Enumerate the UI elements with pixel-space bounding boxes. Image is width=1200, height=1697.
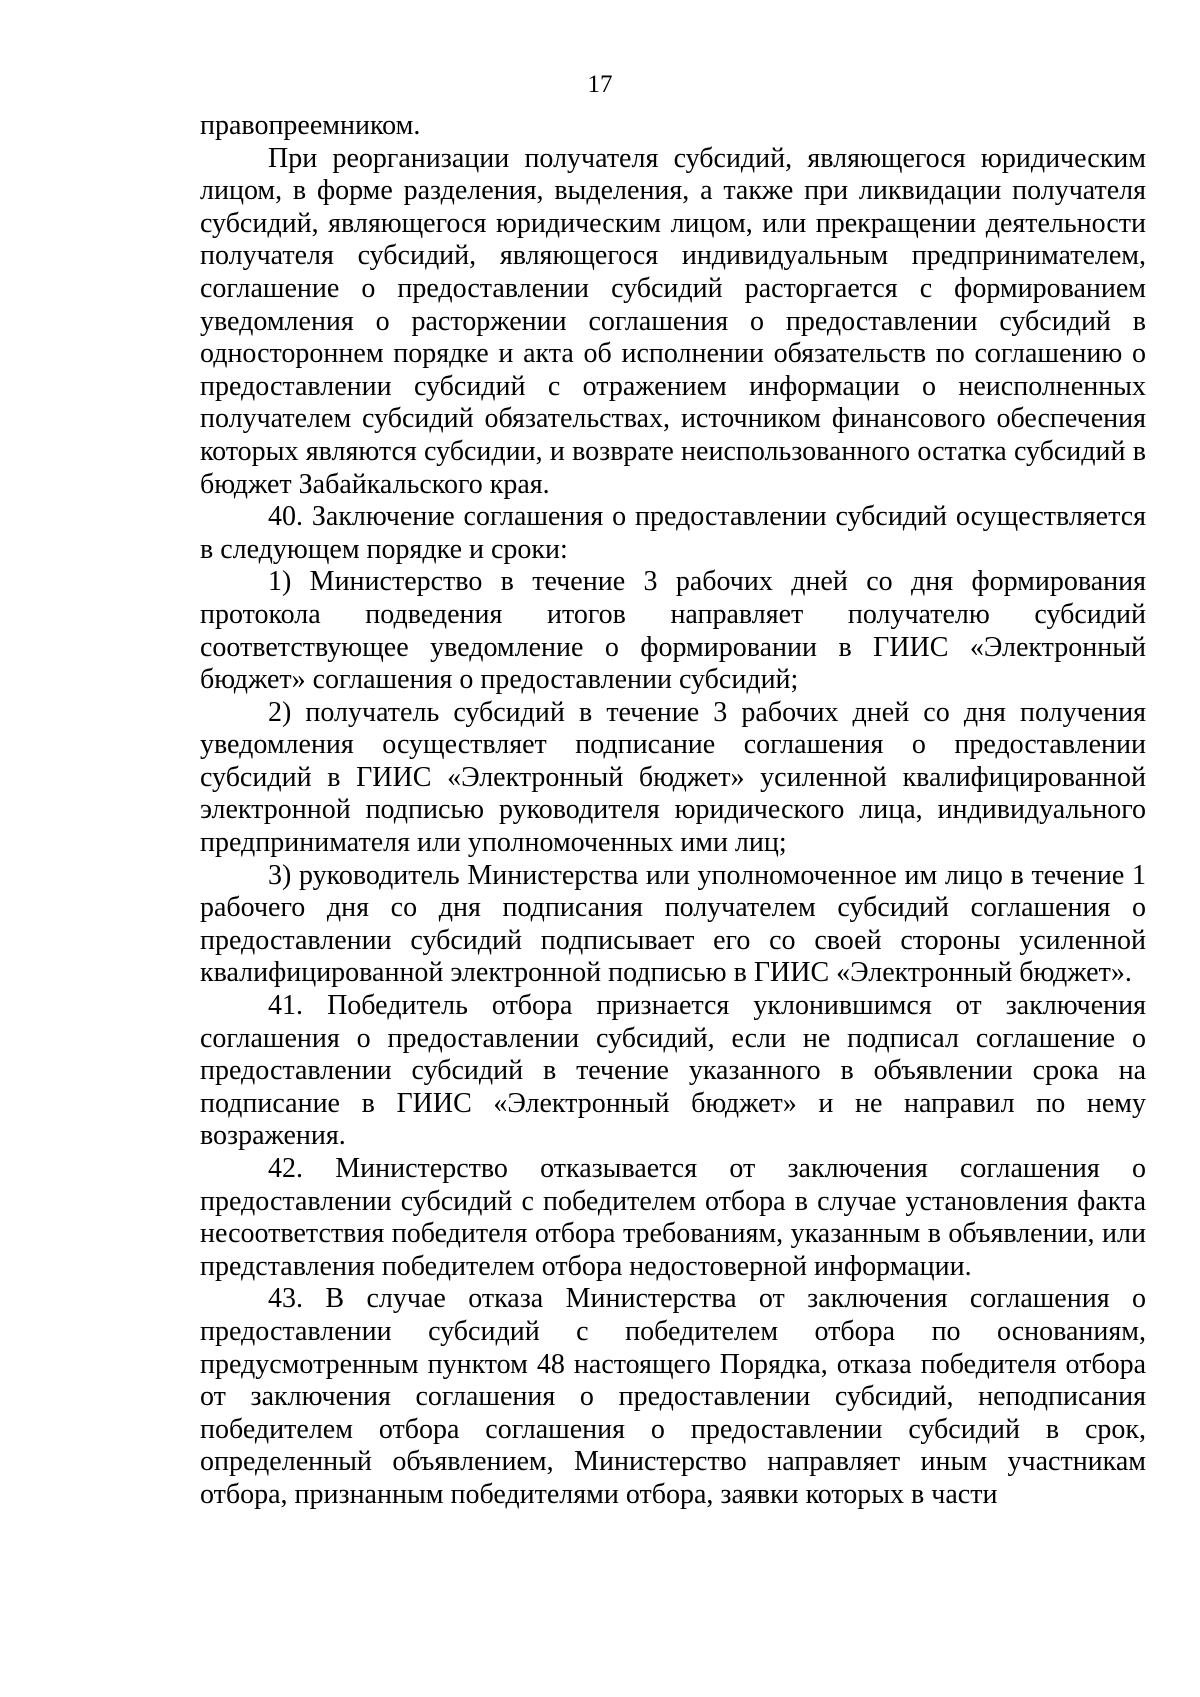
document-body [200,110,1146,1512]
paragraph-40-item-3: 3) руководитель Министерства или уполномоченное им лицо в течение 1 рабочего дня со дня подписания получателем субсидий соглашения о предоставлении субсидий подписывает его со своей стороны усиленной квалифицированной электронной подписью в ГИИС «Электронный бюджет». [200,859,1146,989]
paragraph-41: 41. Победитель отбора признается уклонившимся от заключения соглашения о предоставлении субсидий, если не подписал соглашение о предоставлении субсидий в течение указанного в объявлении срока на подписание в ГИИС «Электронный бюджет» и не направил по нему возражения. [200,990,1146,1152]
paragraph-40: 40. Заключение соглашения о предоставлении субсидий осуществляется в следующем порядке и сроки: [200,501,1146,565]
paragraph-continuation: правопреемником. [200,110,421,141]
paragraph-40-item-1: 1) Министерство в течение 3 рабочих дней со дня формирования протокола подведения итогов направляет получателю субсидий соответствующее уведомление о формировании в ГИИС «Электронный бюджет» соглашения о предоставлении субсидий; [200,566,1146,696]
paragraph-42: 42. Министерство отказывается от заключения соглашения о предоставлении субсидий с победителем отбора в случае установления факта несоответствия победителя отбора требованиям, указанным в объявлении, или представления победителем отбора недостоверной информации. [200,1153,1146,1282]
paragraph-reorganization: При реорганизации получателя субсидий, являющегося юридическим лицом, в форме разделения, выделения, а также при ликвидации получателя субсидий, являющегося юридическим лицом, или прекращении деятельности получателя субсидий, являющегося индивидуальным предпринимателем, соглашение о предоставлении субсидий расторгается с формированием уведомления о расторжении соглашения о предоставлении субсидий в одностороннем порядке и акта об исполнении обязательств по соглашению о предоставлении субсидий с отражением информации о неисполненных получателем субсидий обязательствах, источником финансового обеспечения которых являются субсидии, и возврате неиспользованного остатка субсидий в бюджет Забайкальского края. [200,142,1146,500]
paragraph-43: 43. В случае отказа Министерства от заключения соглашения о предоставлении субсидий с победителем отбора по основаниям, предусмотренным пунктом 48 настоящего Порядка, отказа победителя отбора от заключения соглашения о предоставлении субсидий, неподписания победителем отбора соглашения о предоставлении субсидий в срок, определенный объявлением, Министерство направляет иным участникам отбора, признанным победителями отбора, заявки которых в части [200,1283,1146,1510]
paragraph-40-item-2: 2) получатель субсидий в течение 3 рабочих дней со дня получения уведомления осуществляет подписание соглашения о предоставлении субсидий в ГИИС «Электронный бюджет» усиленной квалифицированной электронной подписью руководителя юридического лица, индивидуального предпринимателя или уполномоченных ими лиц; [200,696,1146,859]
page-number: 17 [587,71,613,98]
